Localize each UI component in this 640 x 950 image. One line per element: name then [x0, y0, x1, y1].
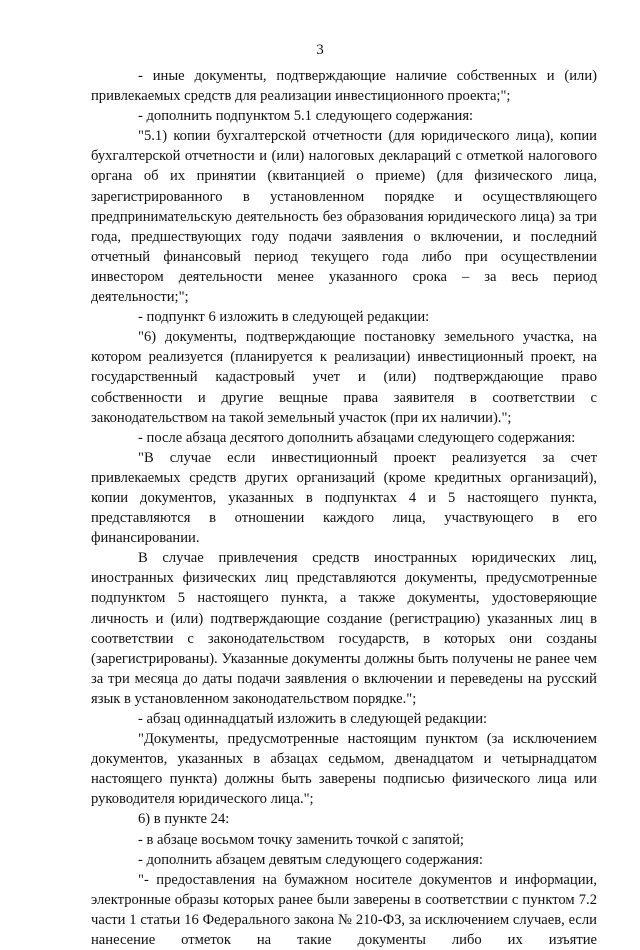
- paragraph-eighth-semicolon: - в абзаце восьмом точку заменить точкой с запятой;: [138, 831, 464, 848]
- paragraph-subpoint-6-text: "6) документы, подтверждающие постановку земельного участка, на котором реализуется (планируется к реализации) инвестиционный проект, на государственный кадастровый учет и (или) подтверждающие право собственности и другие вещные права заявителя в соответствии с законодательством на такой земельный участок (при их наличии).";: [91, 329, 597, 426]
- paragraph-foreign-entities: В случае привлечения средств иностранных юридических лиц, иностранных физических лиц представляются документы, предусмотренные подпунктом 5 настоящего пункта, а также документы, удостоверяющие личность и (или) подтверждающие создание (регистрацию) указанных лиц в соответствии с законодательством государств, в которых они созданы (зарегистрированы). Указанные документы должны быть получены не ранее чем за три месяца до даты подачи заявления о включении и переведены на русский язык в установленном законодательством порядке.";: [91, 550, 597, 707]
- paragraph-ninth-text: "- предоставления на бумажном носителе документов и информации, электронные образы которых ранее были заверены в соответствии с пунктом 7.2 части 1 статьи 16 Федерального закона № 210-ФЗ, за исключением случаев, если нанесение отметок на такие документы либо их изъятие: [91, 871, 597, 949]
- paragraph-after-tenth: - после абзаца десятого дополнить абзацами следующего содержания:: [138, 429, 576, 446]
- document-body: [91, 66, 597, 950]
- page-number: 3: [316, 42, 324, 58]
- paragraph-subpoint-6-heading: - подпункт 6 изложить в следующей редакции:: [138, 309, 430, 326]
- paragraph-subpoint-5-1-text: "5.1) копии бухгалтерской отчетности (для юридического лица), копии бухгалтерской отчетности и (или) налоговых деклараций с отметкой налогового органа об их принятии (квитанцией о приеме) (для физического лица, зарегистрированного в установленном порядке и осуществляющего предпринимательскую деятельность без образования юридического лица) за три года, предшествующих году подачи заявления о включении, и последний отчетный финансовый период текущего года либо при осуществлении инвестором деятельности менее указанного срока – за весь период деятельности;";: [91, 128, 597, 306]
- paragraph-eleventh-heading: - абзац одиннадцатый изложить в следующей редакции:: [138, 711, 488, 727]
- paragraph-ninth-heading: - дополнить абзацем девятым следующего содержания:: [138, 851, 483, 868]
- paragraph-add-subpoint-5-1: - дополнить подпунктом 5.1 следующего содержания:: [138, 108, 474, 125]
- paragraph-eleventh-text: "Документы, предусмотренные настоящим пунктом (за исключением документов, указанных в абзацах седьмом, двенадцатом и четырнадцатом настоящего пункта) должны быть заверены подписью физического лица или руководителя юридического лица.";: [91, 731, 597, 808]
- paragraph-investment-funding: "В случае если инвестиционный проект реализуется за счет привлекаемых средств других организаций (кроме кредитных организаций), копии документов, указанных в подпунктах 4 и 5 настоящего пункта, представляются в отношении каждого лица, участвующего в его финансировании.: [91, 449, 597, 547]
- paragraph-other-documents: - иные документы, подтверждающие наличие собственных и (или) привлекаемых средств для реализации инвестиционного проекта;";: [91, 68, 597, 105]
- paragraph-point-24: 6) в пункте 24:: [138, 811, 230, 828]
